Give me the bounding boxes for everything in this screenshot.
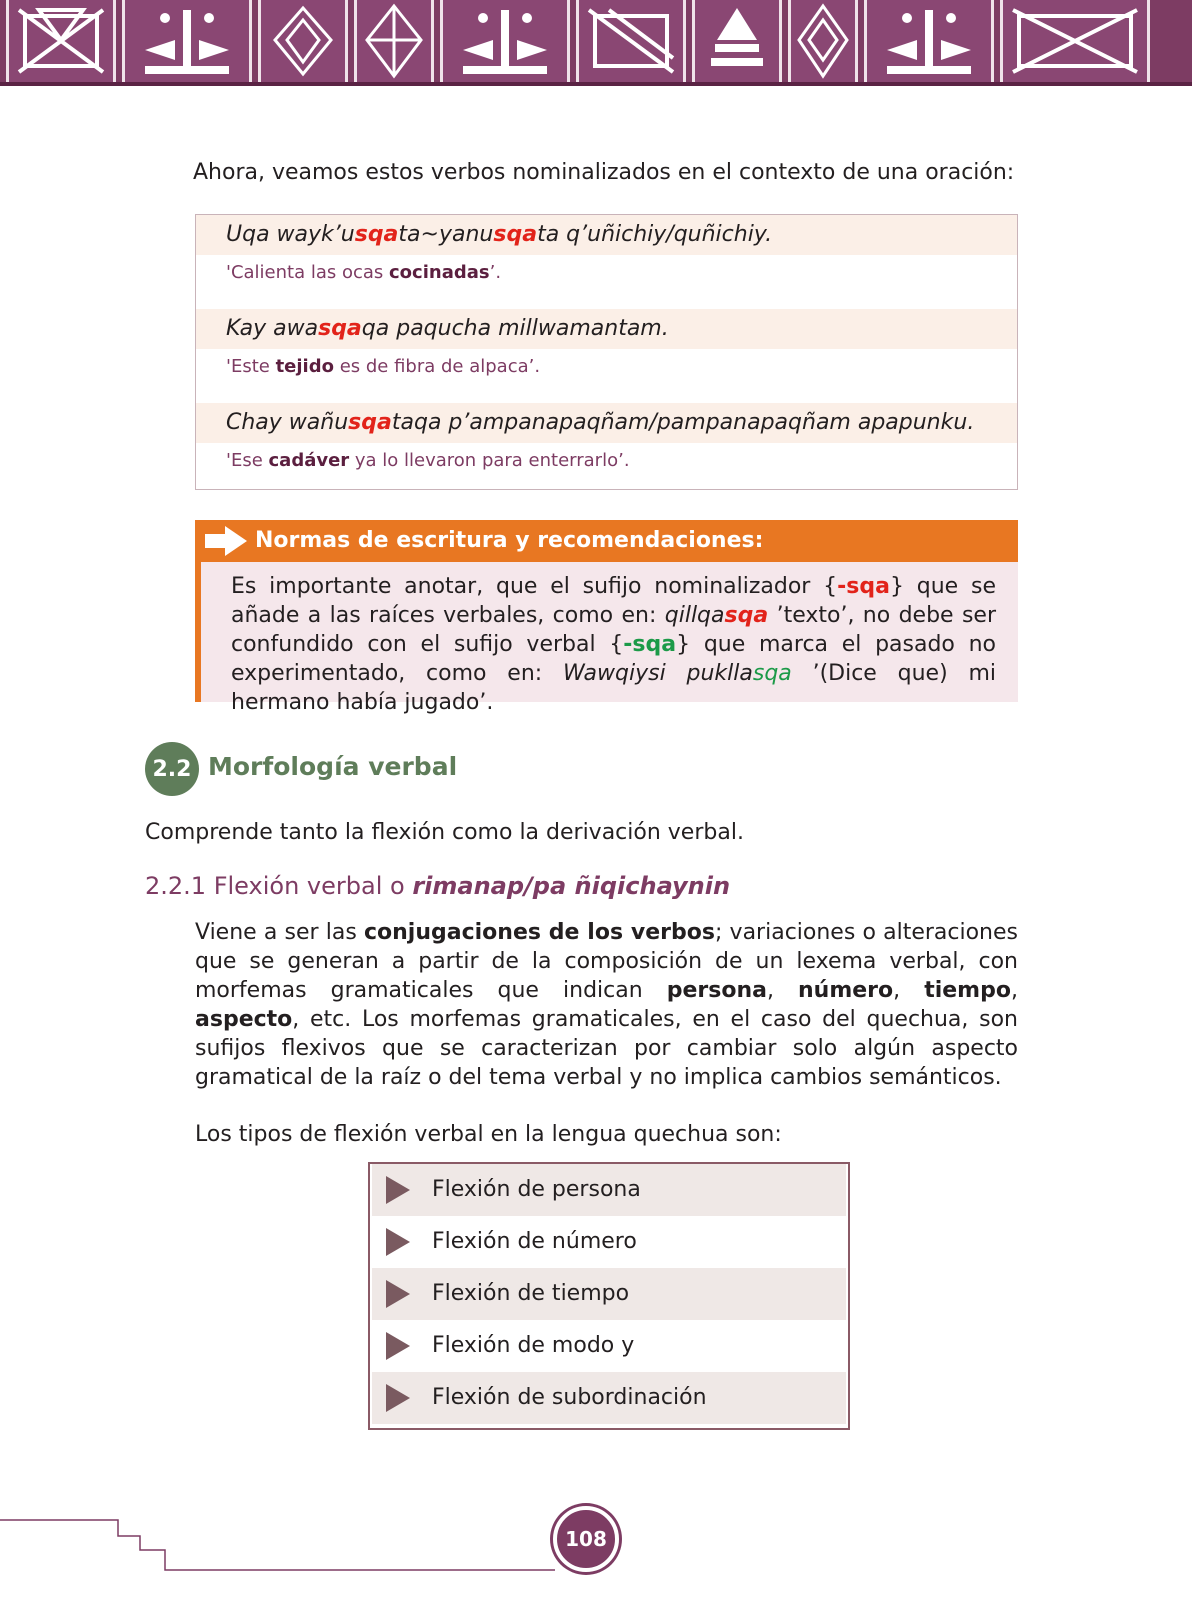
spanish-translation: 'Ese cadáver ya lo llevaron para enterrarlo’. [226,450,630,471]
norms-text: Es importante anotar, que el sufijo nominalizador {-sqa} que se añade a las raíces verbales, como en: qillqasqa ’texto’, no debe ser confundido con el sufijo verbal {-sqa} que marca el pasado no experimentado, como en: Wawqiysi pukllasqa ’(Dice que) mi hermano había jugado’. [231,574,997,715]
banner-rule [0,82,1192,86]
norms-header [195,520,1018,562]
pattern-tile [122,0,252,82]
quechua-sentence: Kay awasqaqa paqucha millwamantam. [196,309,1017,349]
header-banner [0,0,1192,84]
types-intro: Los tipos de flexión verbal en la lengua quechua son: [195,1122,782,1147]
pattern-tile [440,0,570,82]
page-number: 108 [553,1506,619,1572]
list-item: Flexión de número [372,1216,846,1268]
section-number-badge: 2.2 [145,742,199,796]
quechua-sentence: Uqa wayk’usqata~yanusqata q’uñichiy/quñichiy. [196,215,1017,255]
norms-title: Normas de escritura y recomendaciones: [255,528,764,553]
example-row [196,403,1017,483]
triangle-bullet-icon [386,1228,410,1256]
flexion-types-list [368,1162,850,1430]
examples-table [195,214,1018,490]
triangle-bullet-icon [386,1332,410,1360]
list-item: Flexión de subordinación [372,1372,846,1424]
section-description: Comprende tanto la flexión como la derivación verbal. [145,820,744,845]
pattern-tile [1000,0,1150,82]
spanish-translation: 'Este tejido es de fibra de alpaca’. [226,356,541,377]
norms-box [195,520,1018,715]
example-row [196,309,1017,389]
pattern-tile [576,0,686,82]
quechua-sentence: Chay wañusqataqa p’ampanapaqñam/pampanapaqñam apapunku. [196,403,1017,443]
example-row [196,215,1017,295]
list-item: Flexión de modo y [372,1320,846,1372]
pattern-tile [788,0,858,82]
pattern-tile [864,0,994,82]
intro-text: Ahora, veamos estos verbos nominalizados en el contexto de una oración: [193,160,1015,185]
subsection-heading: 2.2.1 Flexión verbal o rimanap/pa ñiqichaynin [145,872,731,900]
list-item: Flexión de persona [372,1164,846,1216]
arrow-right-icon [203,524,249,558]
triangle-bullet-icon [386,1280,410,1308]
pattern-tile [6,0,116,82]
triangle-bullet-icon [386,1384,410,1412]
list-item: Flexión de tiempo [372,1268,846,1320]
body-paragraph: Viene a ser las conjugaciones de los verbos; variaciones o alteraciones que se generan a partir de la composición de un lexema verbal, con morfemas gramaticales que indican persona, número, tiempo, aspecto, etc. Los morfemas gramaticales, en el caso del quechua, son sufijos flexivos que se caracterizan por cambiar solo algún aspecto gramatical de la raíz o del tema verbal y no implica cambios semánticos. [195,920,1018,1090]
section-title: Morfología verbal [208,752,458,781]
pattern-tile [692,0,782,82]
pattern-tile [258,0,348,82]
spanish-translation: 'Calienta las ocas cocinadas’. [226,262,502,283]
footer-decoration [0,1518,620,1578]
pattern-tile [354,0,434,82]
triangle-bullet-icon [386,1176,410,1204]
